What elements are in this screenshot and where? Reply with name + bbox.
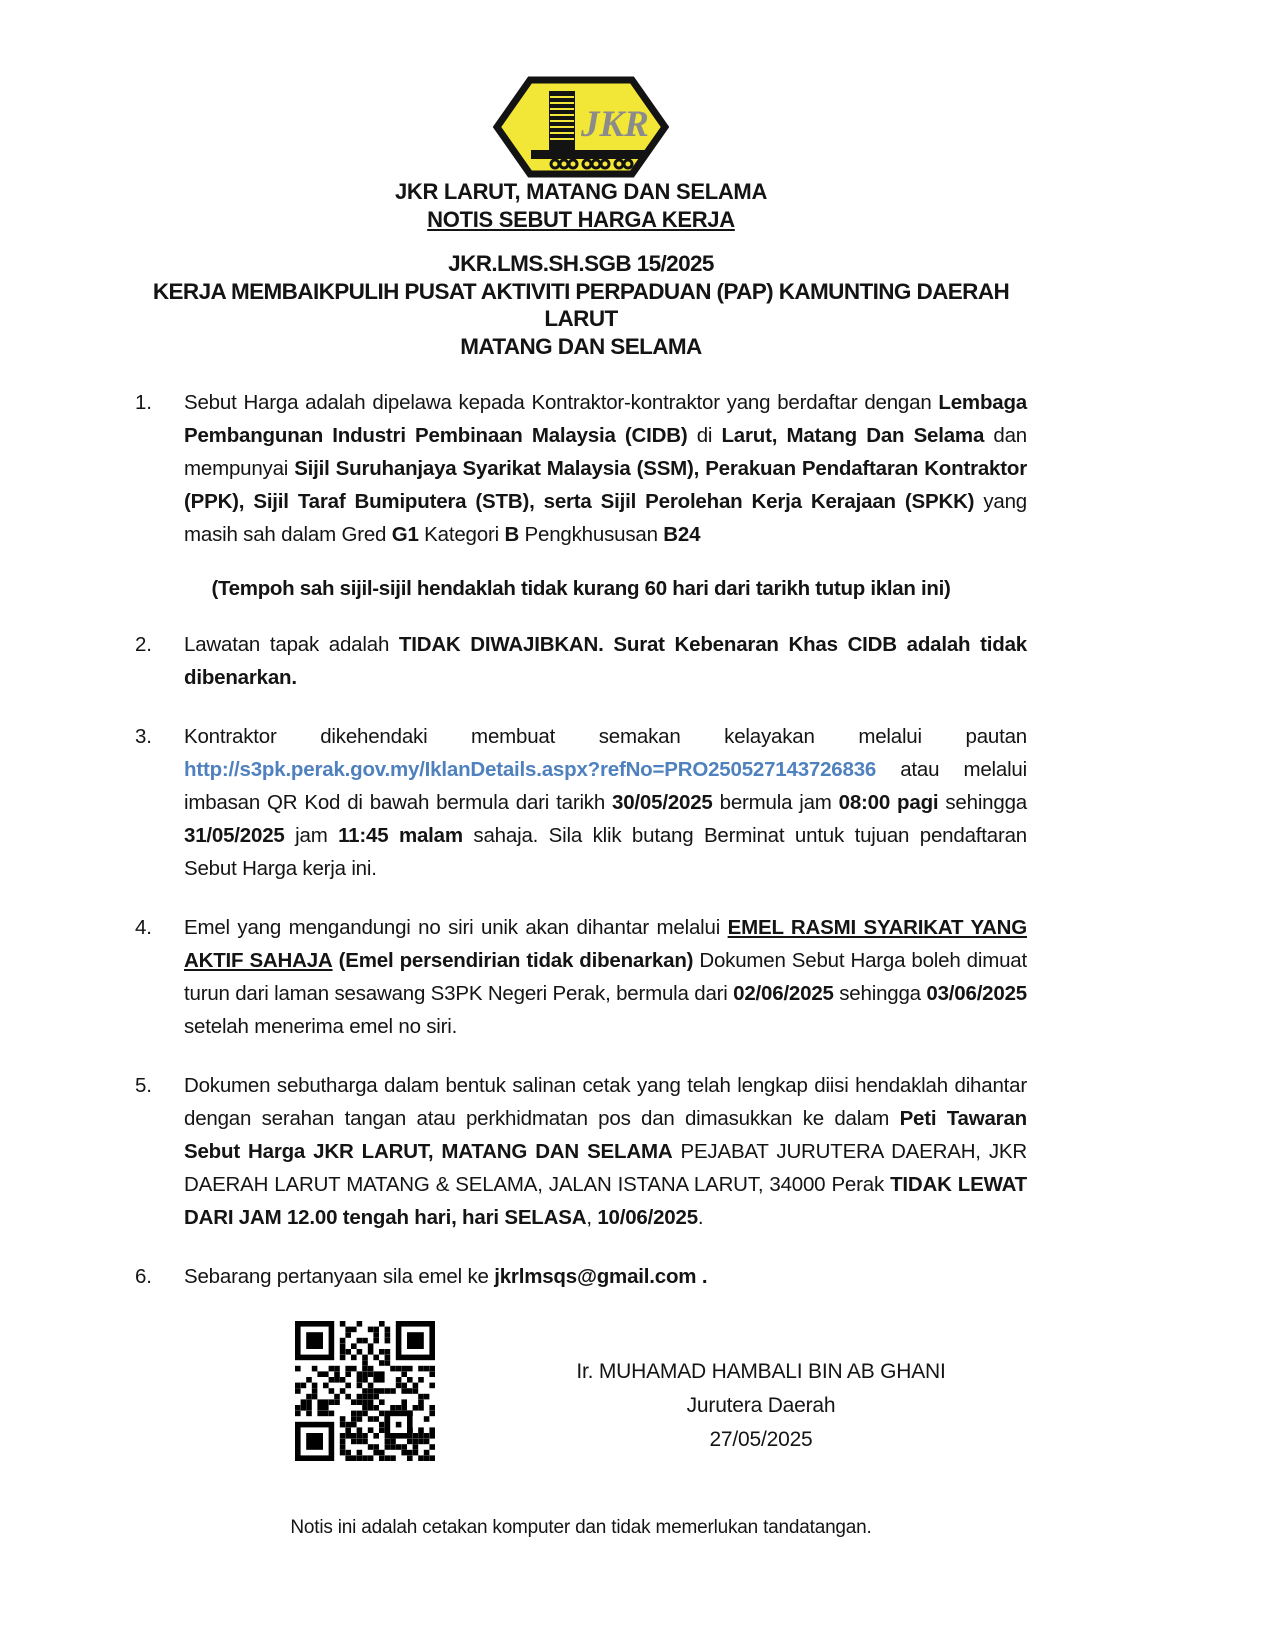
logo-tower [549,91,575,157]
project-title-line1: KERJA MEMBAIKPULIH PUSAT AKTIVITI PERPADUAN (PAP) KAMUNTING DAERAH LARUT [152,278,1010,331]
item-text: Lawatan tapak adalah TIDAK DIWAJIBKAN. Surat Kebenaran Khas CIDB adalah tidak dibenarkan. [184,633,1027,689]
item-text: Dokumen sebutharga dalam bentuk salinan cetak yang telah lengkap diisi hendaklah dihantar dengan serahan tangan atau perkhidmatan pos dan dimasukkan ke dalam Peti Tawaran Sebut Harga JKR LARUT, MATANG DAN SELAMA PEJABAT JURUTERA DAERAH, JKR DAERAH LARUT MATANG & SELAMA, JALAN ISTANA LARUT, 34000 Perak TIDAK LEWAT DARI JAM 12.00 tengah hari, hari SELASA, 10/06/2025. [184,1074,1027,1229]
org-name: JKR LARUT, MATANG DAN SELAMA [394,179,768,204]
item-number: 5. [135,1074,152,1097]
project-title-line2: MATANG DAN SELAMA [460,333,702,359]
notice-list [135,628,1027,1293]
item-number: 4. [135,916,152,939]
item-number: 1. [135,391,152,414]
item-text: Sebarang pertanyaan sila emel ke jkrlmsqs@gmail.com . [184,1265,708,1288]
list-item [135,911,1027,1043]
url-text: http://s3pk.perak.gov.my/IklanDetails.aspx?refNo=PRO250527143726836 [184,758,877,781]
jkr-logo-image [493,76,669,178]
document-body [135,0,1027,1461]
item-number: 2. [135,633,152,656]
list-item [135,720,1027,885]
reference-block [135,250,1027,360]
item-number: 6. [135,1265,152,1288]
signature-name: Ir. MUHAMAD HAMBALI BIN AB GHANI [576,1360,946,1383]
signature-position: Jurutera Daerah [686,1394,836,1417]
item-text: Sebut Harga adalah dipelawa kepada Kontraktor-kontraktor yang berdaftar dengan Lembaga Pembangunan Industri Pembinaan Malaysia (CIDB) di Larut, Matang Dan Selama dan mempunyai Sijil Suruhanjaya Syarikat Malaysia (SSM), Perakuan Pendaftaran Kontraktor (PPK), Sijil Taraf Bumiputera (STB), serta Sijil Perolehan Kerja Kerajaan (SPKK) yang masih sah dalam Gred G1 Kategori B Pengkhususan B24 [184,391,1027,546]
item-text: Kontraktor dikehendaki membuat semakan kelayakan melalui pautan http://s3pk.perak.gov.my/IklanDetails.aspx?refNo=PRO250527143726836 atau melalui imbasan QR Kod di bawah bermula dari tarikh 30/05/2025 bermula jam 08:00 pagi sehingga 31/05/2025 jam 11:45 malam sahaja. Sila klik butang Berminat untuk tujuan pendaftaran Sebut Harga kerja ini. [184,725,1028,880]
list-item [135,628,1027,694]
signature-block [541,1321,981,1457]
qr-signature-row [135,1321,1027,1461]
list-item [135,1260,1027,1293]
footer-note: Notis ini adalah cetakan komputer dan tidak memerlukan tandatangan. [290,1517,872,1538]
notice-type-text: NOTIS SEBUT HARGA KERJA [427,207,735,232]
item-text: Emel yang mengandungi no siri unik akan dihantar melalui EMEL RASMI SYARIKAT YANG AKTIF SAHAJA (Emel persendirian tidak dibenarkan) Dokumen Sebut Harga boleh dimuat turun dari laman sesawang S3PK Negeri Perak, bermula dari 02/06/2025 sehingga 03/06/2025 setelah menerima emel no siri. [184,916,1027,1038]
notice-type [135,206,1027,234]
jkr-logo [493,76,669,178]
signature-date: 27/05/2025 [709,1428,813,1451]
notice-list-top [135,386,1027,551]
list-item [135,386,1027,551]
certificate-validity-note: (Tempoh sah sijil-sijil hendaklah tidak kurang 60 hari dari tarikh tutup iklan ini) [211,577,951,600]
logo-text: JKR [581,104,649,145]
qr-code [295,1321,435,1461]
item-number: 3. [135,725,152,748]
reference-number: JKR.LMS.SH.SGB 15/2025 [448,251,714,276]
logo-base-bar [531,150,647,159]
list-item [135,1069,1027,1234]
